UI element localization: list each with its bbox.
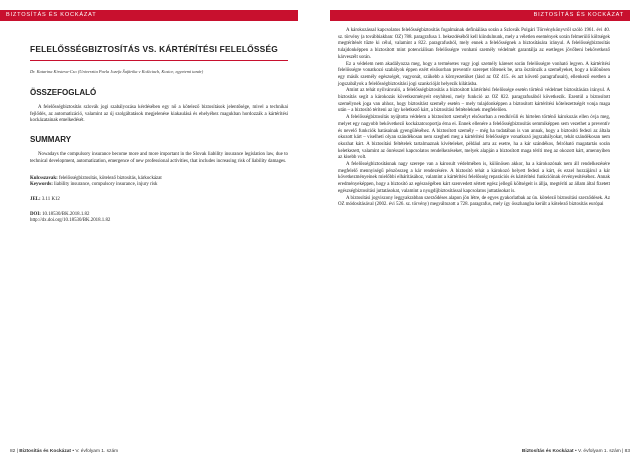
- summary-hu-heading: ÖSSZEFOGLALÓ: [30, 88, 97, 97]
- doi-value: 10.18530/BK.2018.1.82: [42, 211, 90, 217]
- body-paragraph: A károkozással kapcsolatos felelősségbiztosítás fogalmának definiálása során a Szlovák Polgári Törvénykönyvről szóló 1961. évi 40. sz. törvény (a továbbiakban: OZ) 788. paragrafusa 1. bekezdéséből kell kiindulnunk, mely a véletlen események során felmerülő költségek megtérítését tűzte ki célul, valamint a 822. paragrafusból, mely ennek a felelősségnek a biztosítására irányul. A felelősségbiztosítás tulajdonképpen a biztosított mint potenciálisan felelősségre vonható személy védelmét garantálja az esetleges jövőbeni bekövetkező kárveszélt során.: [338, 28, 610, 60]
- jel-value: 3.11 K12: [41, 196, 60, 202]
- summary-en-text: Nowadays the compulsory insurance become more and more important in the Slovak liability insurance legislation law, due to technical development, automatization, emergence of new professional activities, that includes increasing risk of liability damages.: [30, 152, 288, 164]
- right-footer-issue: • V. évfolyam 1. szám: [574, 449, 621, 454]
- left-footer: 82 | Biztosítás és Kockázat • V. évfolyam 1. szám: [10, 449, 119, 454]
- body-paragraph: A felelősségbiztosításnak nagy szerepe van a károsult védelmében is, különösen akkor, ha a károkozónak nem áll rendelkezésére megfelelő mennyiségű pénzösszeg a kár rendezésére. A biztosító tehát a károkozó helyett fedezi a kárt, és ezzel hozzájárul a kár következményeinek mielőbbi elhárításához, valamint a kártérítési felelősség reparációs és kártérítési funkcióinak érvényesítéséhez. Annak eredményeképpen, hogy a biztosító az egészségében kárt szenvedett sértett egész jellegű költségeit is állja, megtéríti az állam által fizetett egészségbiztosítási juttatásokat, valamint a nyugdíjbiztosítással kapcsolatos juttatásokat is.: [338, 162, 610, 194]
- body-paragraph: A felelősségbiztosítás nyújtotta védelem a biztosított személyt elsősorban a rendkívüli és hirtelen történő károkozás ellen óvja meg, melyet egy nagyobb bekövetkező kockázatcsoportja érna ei. Ennek ellenére a felelősségbiztosítás semmiképpen sem vezethet a preventív és nevelő funkciók hatásainak gyengüléséhez. A biztosított személy – még ha tudatában is van annak, hogy a biztosító fedezi az általa okozott kárt – viselheti olyan szándékosan nem szegheti meg a kártérítési felelősségre vonatkozó jogszabályokat, tehát szándékosan nem okozhat kárt. A biztosítási feltételek tartalmaznak kivételeket, például arra az esetre, ha a kár szándékos, felróható magatartás során keletkezett, valamint az önrésszel kapcsolatos rendelkezéseket, melyek alapján a biztosított maga téríti meg az okozott kárt, amennyiben az kisebb volt.: [338, 115, 610, 161]
- title-divider: [30, 60, 288, 61]
- jel-codes: [30, 197, 288, 204]
- right-footer-journal: Biztosítás és Kockázat: [521, 449, 574, 454]
- left-footer-issue: • V. évfolyam 1. szám: [72, 449, 119, 454]
- summary-en-heading: SUMMARY: [30, 135, 72, 145]
- jel-label: JEL:: [30, 196, 41, 202]
- body-paragraph: A biztosítási jogviszony leggyakrabban szerződéses alapon jön létre, de egyes gyakorlatbak az ún. kötelező biztosítási szerződések. Az OZ módosításával (2002. évi 526. sz. törvény) megváltozott a 728. paragrafus, mely így összhangba került a kötelező biztosítás európai: [338, 195, 610, 208]
- body-paragraph: Ez a védelem nem akadályozza meg, hogy a termésetes vagy jogi személy káreset során felelősségre vonható legyen. A kártérítési felelősségre vonatkozó szabályok éppen ezért elsősorban preventív szerepet töltenek be, arra ösztönzik a személyeket, hogy a különösen egy másik személy egészségét, vagyonát, szükebb a környezetüket (lásd az OZ 415. és azt követő paragrafusait), ellenkező esetben a jogszabályok a felelősségbiztosítási jogi szankcióját helyezik kilátásba.: [338, 61, 610, 87]
- doi-link[interactable]: http://dx.doi.org/10.18530/BK.2018.1.82: [30, 218, 111, 224]
- left-content: [30, 28, 288, 225]
- right-content: [338, 28, 610, 209]
- right-page: [320, 0, 640, 462]
- left-footer-journal: Biztosítás és Kockázat: [19, 449, 71, 454]
- keywords-hu-label: Kulcsszavak:: [30, 175, 58, 181]
- left-page-number: 82: [10, 449, 16, 454]
- body-paragraph: Amint az tehát nyilvánvaló, a felelősségbiztosítás a biztosított kártérítési felelőssége esetén történő védelmet biztosítására irányul. A biztosítás segít a károkozás következményeit enyhíteni, mely funkció az OZ 822. paragrafusából következik. Ezentúl a biztosított személynek joga van ahhoz, hogy biztosítást személy esetén – mely tulajdonképpen a biztosított kártérítési kötelezettségét vonja maga után – a biztosító téríteni az így keletkező kárt, a biztosítási feltételeknek megfelelően.: [338, 88, 610, 114]
- keywords-hu: [30, 176, 288, 183]
- right-page-number: 83: [624, 449, 630, 454]
- right-footer: Biztosítás és Kockázat • V. évfolyam 1. szám | 83: [521, 449, 630, 454]
- doi: [30, 212, 288, 219]
- article-authors: Dr. Katarina Kirsteva-Cso (Univerzita Pavla Jozefa Šafárika v Košiciach, Kosice, egyetemi tanár): [30, 69, 204, 74]
- left-header-bar: BIZTOSÍTÁS ÉS KOCKÁZAT: [0, 10, 298, 21]
- right-header-bar: BIZTOSÍTÁS ÉS KOCKÁZAT: [330, 10, 630, 21]
- keywords-en: [30, 182, 288, 189]
- doi-label: DOI:: [30, 211, 41, 217]
- keywords-hu-value: felelősségbiztosítás, kötelező biztosítás, kárkockázat: [58, 175, 162, 181]
- keywords-en-value: liability insurance, compulsory insurance, injury risk: [54, 182, 158, 188]
- keywords-en-label: Keywords:: [30, 182, 53, 188]
- article-title: FELELŐSSÉGBIZTOSÍTÁS VS. KÁRTÉRÍTÉSI FELELŐSSÉG: [30, 44, 278, 54]
- summary-hu-text: A felelősségbiztosítás szlovák jogi szabályozása kérdésében egy nő a kötelező biztosítások jelentősége, mivel a technikai fejlődés, az automatizáció, valamint az új szolgáltatások megjelenése kiakaulásá és ehelyéhez magukban hordozzák a kártérítési kockázatainak emelkedését.: [30, 105, 288, 124]
